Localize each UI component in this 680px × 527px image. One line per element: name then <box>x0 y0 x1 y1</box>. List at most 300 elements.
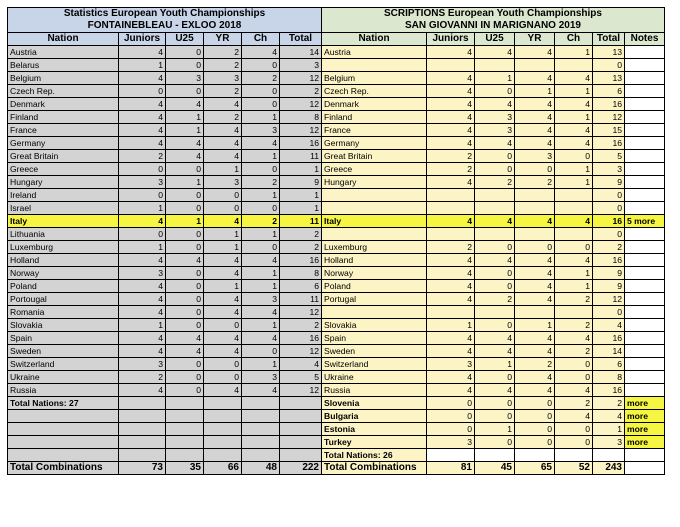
right-cell-yr: 4 <box>515 332 555 345</box>
right-cell-u25: 4 <box>475 332 515 345</box>
left-cell-yr: 4 <box>204 384 242 397</box>
left-cell-nation: France <box>8 124 119 137</box>
right-extra-cell-yr: 0 <box>515 410 555 423</box>
right-cell-notes <box>625 293 665 306</box>
right-cell-ch: 4 <box>555 137 593 150</box>
left-empty-cell <box>8 436 119 449</box>
right-cell-notes <box>625 241 665 254</box>
right-total-value: 81 <box>427 462 475 475</box>
right-cell-total: 8 <box>593 371 625 384</box>
right-title-line1: SCRIPTIONS European Youth Championships <box>384 8 602 19</box>
left-cell-nation: Spain <box>8 332 119 345</box>
right-cell-yr <box>515 59 555 72</box>
left-cell-nation: Holland <box>8 254 119 267</box>
right-cell-nation <box>322 306 427 319</box>
left-empty-cell <box>119 449 166 462</box>
left-header-juniors: Juniors <box>119 33 166 46</box>
left-cell-juniors: 4 <box>119 124 166 137</box>
left-cell-u25: 4 <box>166 254 204 267</box>
right-extra-cell-notes: more <box>625 423 665 436</box>
right-cell-u25: 0 <box>475 371 515 384</box>
right-cell-juniors <box>427 189 475 202</box>
left-cell-nation: Belgium <box>8 72 119 85</box>
right-cell-notes <box>625 358 665 371</box>
table-row <box>8 306 665 319</box>
right-cell-ch: 0 <box>555 150 593 163</box>
left-cell-yr: 4 <box>204 150 242 163</box>
right-cell-u25 <box>475 202 515 215</box>
left-cell-ch: 1 <box>242 280 280 293</box>
right-cell-ch <box>555 228 593 241</box>
left-cell-nation: Sweden <box>8 345 119 358</box>
left-cell-yr: 0 <box>204 189 242 202</box>
table-row <box>8 293 665 306</box>
right-cell-u25: 0 <box>475 241 515 254</box>
left-cell-nation: Italy <box>8 215 119 228</box>
table-row <box>8 124 665 137</box>
right-cell-nation: France <box>322 124 427 137</box>
right-cell-yr: 4 <box>515 72 555 85</box>
left-cell-ch: 1 <box>242 150 280 163</box>
right-cell-total: 0 <box>593 202 625 215</box>
left-cell-ch: 1 <box>242 228 280 241</box>
left-cell-ch: 1 <box>242 319 280 332</box>
left-empty-cell <box>119 397 166 410</box>
table-row <box>8 410 665 423</box>
left-cell-u25: 0 <box>166 280 204 293</box>
right-cell-total: 0 <box>593 59 625 72</box>
left-cell-nation: Ukraine <box>8 371 119 384</box>
right-cell-juniors: 2 <box>427 241 475 254</box>
table-row <box>8 449 665 462</box>
left-cell-juniors: 0 <box>119 163 166 176</box>
left-cell-ch: 1 <box>242 189 280 202</box>
left-cell-juniors: 4 <box>119 254 166 267</box>
left-empty-cell <box>204 449 242 462</box>
left-cell-u25: 0 <box>166 384 204 397</box>
right-cell-yr: 2 <box>515 358 555 371</box>
left-cell-nation: Luxemburg <box>8 241 119 254</box>
right-empty-cell <box>475 449 515 462</box>
left-cell-total: 11 <box>280 293 322 306</box>
totals-row <box>8 462 665 475</box>
left-cell-u25: 0 <box>166 306 204 319</box>
right-cell-notes: 5 more <box>625 215 665 228</box>
column-header-row <box>8 33 665 46</box>
right-cell-notes <box>625 267 665 280</box>
left-empty-cell <box>8 423 119 436</box>
right-cell-juniors: 4 <box>427 111 475 124</box>
right-cell-total: 9 <box>593 280 625 293</box>
right-total-value: 65 <box>515 462 555 475</box>
right-cell-ch <box>555 59 593 72</box>
right-cell-yr <box>515 228 555 241</box>
left-cell-u25: 0 <box>166 46 204 59</box>
left-cell-nation: Belarus <box>8 59 119 72</box>
left-cell-nation: Switzerland <box>8 358 119 371</box>
right-cell-notes <box>625 306 665 319</box>
right-cell-u25: 1 <box>475 72 515 85</box>
right-extra-cell-ch: 0 <box>555 423 593 436</box>
left-cell-juniors: 4 <box>119 384 166 397</box>
right-cell-yr: 4 <box>515 124 555 137</box>
right-cell-u25: 4 <box>475 46 515 59</box>
left-cell-total: 1 <box>280 163 322 176</box>
left-cell-ch: 3 <box>242 293 280 306</box>
right-extra-cell-nation: Slovenia <box>322 397 427 410</box>
right-header-nation: Nation <box>322 33 427 46</box>
left-empty-cell <box>166 436 204 449</box>
table-row <box>8 358 665 371</box>
left-cell-nation: Finland <box>8 111 119 124</box>
right-cell-yr: 3 <box>515 150 555 163</box>
left-cell-ch: 1 <box>242 358 280 371</box>
right-cell-juniors: 4 <box>427 371 475 384</box>
left-cell-yr: 1 <box>204 280 242 293</box>
left-empty-cell <box>166 410 204 423</box>
right-cell-total: 9 <box>593 267 625 280</box>
left-empty-cell <box>242 449 280 462</box>
right-cell-notes <box>625 371 665 384</box>
right-cell-ch <box>555 189 593 202</box>
left-empty-cell <box>8 410 119 423</box>
right-cell-juniors: 4 <box>427 98 475 111</box>
right-cell-notes <box>625 124 665 137</box>
right-cell-ch: 4 <box>555 124 593 137</box>
left-cell-yr: 1 <box>204 163 242 176</box>
left-cell-juniors: 4 <box>119 293 166 306</box>
right-cell-ch: 4 <box>555 254 593 267</box>
right-cell-ch: 1 <box>555 111 593 124</box>
left-cell-yr: 4 <box>204 137 242 150</box>
right-cell-yr <box>515 189 555 202</box>
left-cell-total: 11 <box>280 215 322 228</box>
left-cell-total: 4 <box>280 358 322 371</box>
left-cell-juniors: 3 <box>119 267 166 280</box>
right-extra-cell-total: 3 <box>593 436 625 449</box>
table-row <box>8 384 665 397</box>
right-title <box>322 8 665 33</box>
right-cell-juniors <box>427 306 475 319</box>
left-cell-yr: 4 <box>204 215 242 228</box>
right-cell-u25: 1 <box>475 358 515 371</box>
left-cell-yr: 4 <box>204 293 242 306</box>
right-extra-cell-total: 4 <box>593 410 625 423</box>
right-extra-cell-u25: 0 <box>475 436 515 449</box>
right-cell-yr: 1 <box>515 85 555 98</box>
left-empty-cell <box>119 436 166 449</box>
left-empty-cell <box>280 423 322 436</box>
right-extra-cell-u25: 0 <box>475 397 515 410</box>
left-cell-ch: 4 <box>242 384 280 397</box>
right-cell-yr: 4 <box>515 267 555 280</box>
right-cell-u25 <box>475 306 515 319</box>
right-cell-nation: Finland <box>322 111 427 124</box>
left-title-line2: FONTAINEBLEAU - EXLOO 2018 <box>87 20 242 31</box>
table-row <box>8 59 665 72</box>
title-row <box>8 8 665 33</box>
right-cell-yr: 2 <box>515 176 555 189</box>
right-cell-total: 13 <box>593 72 625 85</box>
right-cell-yr: 4 <box>515 280 555 293</box>
right-cell-ch: 1 <box>555 176 593 189</box>
left-empty-cell <box>242 436 280 449</box>
right-empty-cell <box>625 449 665 462</box>
left-cell-nation: Slovakia <box>8 319 119 332</box>
right-cell-juniors: 2 <box>427 163 475 176</box>
right-cell-yr <box>515 306 555 319</box>
right-cell-u25: 4 <box>475 98 515 111</box>
left-cell-total: 2 <box>280 228 322 241</box>
right-cell-u25: 0 <box>475 267 515 280</box>
right-cell-total: 3 <box>593 163 625 176</box>
right-cell-yr: 4 <box>515 98 555 111</box>
left-cell-ch: 4 <box>242 254 280 267</box>
left-cell-u25: 1 <box>166 215 204 228</box>
right-empty-cell <box>427 449 475 462</box>
left-cell-nation: Russia <box>8 384 119 397</box>
right-extra-cell-total: 1 <box>593 423 625 436</box>
left-cell-ch: 0 <box>242 241 280 254</box>
left-total-nations: Total Nations: 27 <box>8 397 119 410</box>
left-cell-ch: 4 <box>242 137 280 150</box>
right-cell-u25: 3 <box>475 111 515 124</box>
right-cell-juniors <box>427 228 475 241</box>
left-cell-juniors: 4 <box>119 215 166 228</box>
right-cell-u25: 2 <box>475 293 515 306</box>
left-cell-nation: Portougal <box>8 293 119 306</box>
right-cell-juniors: 4 <box>427 124 475 137</box>
right-total-value: 45 <box>475 462 515 475</box>
right-cell-u25 <box>475 59 515 72</box>
right-extra-cell-yr: 0 <box>515 436 555 449</box>
left-cell-yr: 2 <box>204 59 242 72</box>
right-header-yr: YR <box>515 33 555 46</box>
left-cell-juniors: 3 <box>119 358 166 371</box>
left-empty-cell <box>242 410 280 423</box>
left-cell-total: 2 <box>280 241 322 254</box>
right-cell-nation: Belgium <box>322 72 427 85</box>
right-cell-nation: Poland <box>322 280 427 293</box>
left-cell-yr: 3 <box>204 176 242 189</box>
left-header-total: Total <box>280 33 322 46</box>
left-cell-nation: Czech Rep. <box>8 85 119 98</box>
right-extra-cell-nation: Turkey <box>322 436 427 449</box>
left-total-value: 35 <box>166 462 204 475</box>
right-cell-u25: 4 <box>475 254 515 267</box>
left-empty-cell <box>280 410 322 423</box>
right-cell-total: 0 <box>593 189 625 202</box>
right-cell-juniors: 4 <box>427 46 475 59</box>
right-cell-u25: 4 <box>475 384 515 397</box>
left-empty-cell <box>119 410 166 423</box>
left-cell-u25: 0 <box>166 202 204 215</box>
left-cell-u25: 3 <box>166 72 204 85</box>
right-extra-cell-ch: 0 <box>555 436 593 449</box>
right-cell-nation: Germany <box>322 137 427 150</box>
right-cell-total: 4 <box>593 319 625 332</box>
right-cell-juniors <box>427 59 475 72</box>
right-cell-ch: 4 <box>555 215 593 228</box>
left-cell-yr: 2 <box>204 46 242 59</box>
left-empty-cell <box>280 397 322 410</box>
right-extra-cell-u25: 1 <box>475 423 515 436</box>
left-cell-nation: Denmark <box>8 98 119 111</box>
left-cell-nation: Romania <box>8 306 119 319</box>
table-row <box>8 137 665 150</box>
left-cell-juniors: 0 <box>119 189 166 202</box>
right-empty-cell <box>555 449 593 462</box>
right-cell-nation: Greece <box>322 163 427 176</box>
left-cell-ch: 3 <box>242 124 280 137</box>
left-cell-u25: 1 <box>166 111 204 124</box>
right-cell-notes <box>625 150 665 163</box>
left-header-yr: YR <box>204 33 242 46</box>
left-cell-u25: 0 <box>166 228 204 241</box>
right-cell-nation: Denmark <box>322 98 427 111</box>
left-total-value: 66 <box>204 462 242 475</box>
left-empty-cell <box>166 423 204 436</box>
right-header-ch: Ch <box>555 33 593 46</box>
left-empty-cell <box>280 436 322 449</box>
left-cell-nation: Germany <box>8 137 119 150</box>
left-cell-yr: 2 <box>204 111 242 124</box>
right-cell-total: 16 <box>593 98 625 111</box>
table-row <box>8 202 665 215</box>
right-cell-total: 12 <box>593 293 625 306</box>
right-cell-notes <box>625 98 665 111</box>
left-total-label: Total Combinations <box>8 462 119 475</box>
right-cell-nation: Ukraine <box>322 371 427 384</box>
right-cell-total: 6 <box>593 85 625 98</box>
left-cell-nation: Hungary <box>8 176 119 189</box>
right-cell-u25 <box>475 189 515 202</box>
right-total-value: 243 <box>593 462 625 475</box>
left-cell-total: 6 <box>280 280 322 293</box>
right-extra-cell-notes: more <box>625 397 665 410</box>
right-cell-notes <box>625 254 665 267</box>
right-extra-cell-notes: more <box>625 436 665 449</box>
left-cell-u25: 0 <box>166 189 204 202</box>
right-cell-nation: Slovakia <box>322 319 427 332</box>
right-cell-ch: 0 <box>555 371 593 384</box>
left-cell-yr: 0 <box>204 202 242 215</box>
left-cell-ch: 4 <box>242 46 280 59</box>
left-cell-total: 1 <box>280 189 322 202</box>
table-row <box>8 241 665 254</box>
left-cell-yr: 0 <box>204 371 242 384</box>
table-row <box>8 189 665 202</box>
left-cell-juniors: 4 <box>119 72 166 85</box>
right-cell-ch: 2 <box>555 293 593 306</box>
right-cell-yr: 0 <box>515 163 555 176</box>
left-cell-nation: Austria <box>8 46 119 59</box>
left-cell-yr: 4 <box>204 124 242 137</box>
right-extra-cell-juniors: 0 <box>427 410 475 423</box>
left-cell-juniors: 4 <box>119 98 166 111</box>
right-cell-notes <box>625 176 665 189</box>
table-row <box>8 319 665 332</box>
right-cell-notes <box>625 384 665 397</box>
right-total-value: 52 <box>555 462 593 475</box>
left-cell-ch: 0 <box>242 163 280 176</box>
left-cell-yr: 3 <box>204 72 242 85</box>
left-cell-total: 16 <box>280 137 322 150</box>
left-cell-u25: 0 <box>166 319 204 332</box>
right-cell-nation: Czech Rep. <box>322 85 427 98</box>
left-empty-cell <box>280 449 322 462</box>
right-empty-cell <box>515 449 555 462</box>
right-cell-notes <box>625 345 665 358</box>
right-cell-ch: 4 <box>555 98 593 111</box>
left-cell-total: 3 <box>280 59 322 72</box>
right-header-notes: Notes <box>625 33 665 46</box>
right-cell-nation: Luxemburg <box>322 241 427 254</box>
right-extra-cell-yr: 0 <box>515 397 555 410</box>
left-empty-cell <box>8 449 119 462</box>
right-cell-juniors: 4 <box>427 176 475 189</box>
left-cell-ch: 0 <box>242 98 280 111</box>
left-cell-u25: 0 <box>166 59 204 72</box>
right-extra-cell-nation: Bulgaria <box>322 410 427 423</box>
right-cell-notes <box>625 332 665 345</box>
left-cell-juniors: 4 <box>119 280 166 293</box>
right-cell-yr: 1 <box>515 319 555 332</box>
right-empty-cell <box>593 449 625 462</box>
right-cell-juniors: 4 <box>427 137 475 150</box>
right-cell-nation: Hungary <box>322 176 427 189</box>
right-cell-ch: 2 <box>555 345 593 358</box>
right-cell-ch <box>555 306 593 319</box>
left-cell-u25: 0 <box>166 371 204 384</box>
left-cell-yr: 4 <box>204 345 242 358</box>
left-cell-total: 9 <box>280 176 322 189</box>
left-cell-nation: Great Britain <box>8 150 119 163</box>
table-row <box>8 176 665 189</box>
table-row <box>8 215 665 228</box>
right-cell-juniors: 4 <box>427 280 475 293</box>
right-cell-total: 13 <box>593 46 625 59</box>
right-cell-total: 2 <box>593 241 625 254</box>
right-total-nations: Total Nations: 26 <box>322 449 427 462</box>
left-cell-u25: 4 <box>166 332 204 345</box>
right-cell-yr: 4 <box>515 215 555 228</box>
left-cell-u25: 4 <box>166 345 204 358</box>
table-row <box>8 371 665 384</box>
right-cell-ch: 4 <box>555 72 593 85</box>
left-cell-total: 5 <box>280 371 322 384</box>
right-cell-u25: 0 <box>475 163 515 176</box>
left-cell-u25: 0 <box>166 85 204 98</box>
right-cell-notes <box>625 72 665 85</box>
left-cell-ch: 1 <box>242 111 280 124</box>
left-cell-juniors: 4 <box>119 111 166 124</box>
right-cell-total: 6 <box>593 358 625 371</box>
right-cell-juniors: 4 <box>427 293 475 306</box>
right-cell-nation <box>322 189 427 202</box>
left-cell-total: 8 <box>280 267 322 280</box>
left-empty-cell <box>242 397 280 410</box>
right-cell-total: 14 <box>593 345 625 358</box>
left-cell-total: 12 <box>280 72 322 85</box>
right-cell-ch: 1 <box>555 280 593 293</box>
right-cell-notes <box>625 46 665 59</box>
right-cell-ch <box>555 202 593 215</box>
left-cell-nation: Poland <box>8 280 119 293</box>
right-cell-nation <box>322 228 427 241</box>
left-cell-yr: 0 <box>204 358 242 371</box>
right-cell-juniors: 4 <box>427 215 475 228</box>
